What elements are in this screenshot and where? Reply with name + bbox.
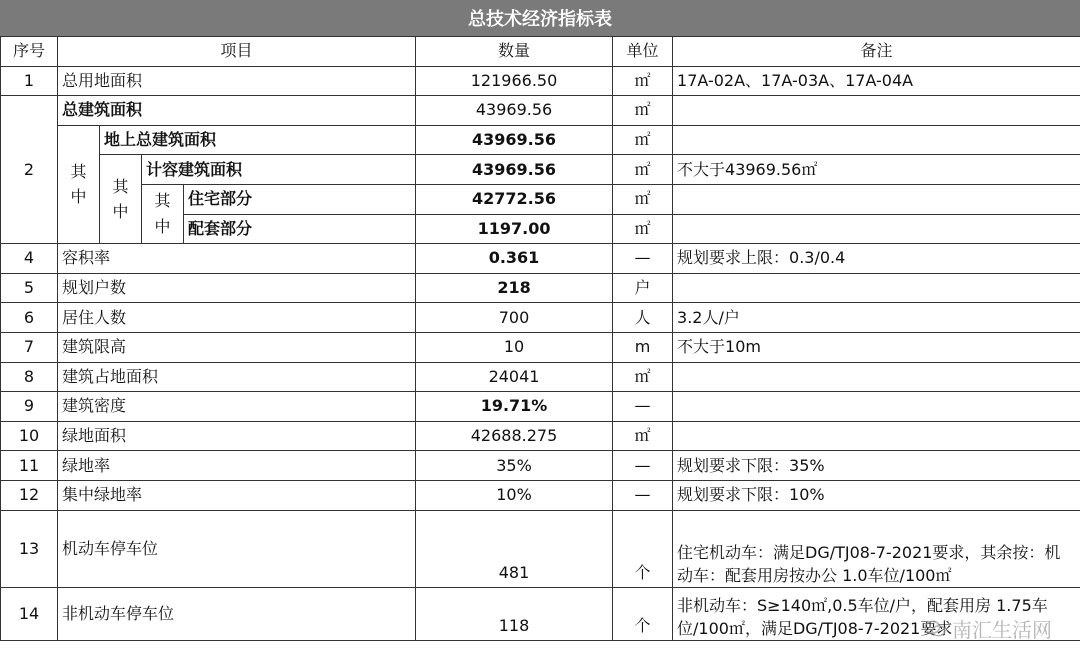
table-row [1,244,1080,274]
table-row [1,303,1080,333]
row-qty: 19.71% [416,392,613,422]
header-qty: 数量 [416,37,613,67]
table-row [1,125,1080,155]
table-row [1,362,1080,392]
row-seq: 7 [1,332,58,362]
row-seq: 2 [1,96,58,244]
row-unit: ㎡ [613,184,673,214]
row-note: 不大于43969.56㎡ [673,155,1080,185]
row-unit: ㎡ [613,214,673,244]
row-qty: 42688.275 [416,421,613,451]
header-seq: 序号 [1,37,58,67]
row-unit: 个 [613,510,673,587]
row-qty: 481 [416,510,613,587]
row-unit: ㎡ [613,96,673,126]
row-qty: 43969.56 [416,155,613,185]
row-seq: 4 [1,244,58,274]
watermark [924,614,1052,643]
row-qty: 0.361 [416,244,613,274]
row-note [673,184,1080,214]
row-qty: 43969.56 [416,96,613,126]
row-item: 绿地面积 [58,421,416,451]
row-qty: 1197.00 [416,214,613,244]
row-seq: 11 [1,451,58,481]
table-row [1,587,1080,640]
row-note [673,421,1080,451]
row-unit: — [613,451,673,481]
row-qty: 121966.50 [416,66,613,96]
row-item: 住宅部分 [184,184,416,214]
row-note: 规划要求下限：10% [673,480,1080,510]
row-note [673,125,1080,155]
table-row [1,392,1080,422]
row-item: 建筑限高 [58,332,416,362]
row-unit: 户 [613,273,673,303]
header-unit: 单位 [613,37,673,67]
row-unit: ㎡ [613,125,673,155]
row-item: 总建筑面积 [58,96,416,126]
table-row [1,96,1080,126]
row-qty: 10% [416,480,613,510]
row-qty: 700 [416,303,613,333]
qi-zhong-label: 其 中 [100,155,142,244]
row-qty: 24041 [416,362,613,392]
qi-zhong-label: 其 中 [142,184,184,243]
row-item: 计容建筑面积 [142,155,416,185]
row-item: 建筑占地面积 [58,362,416,392]
row-item: 地上总建筑面积 [100,125,416,155]
qi-zhong-label: 其 中 [58,125,100,243]
row-qty: 118 [416,587,613,640]
row-note: 3.2人/户 [673,303,1080,333]
row-note: 17A-02A、17A-03A、17A-04A [673,66,1080,96]
header-note: 备注 [673,37,1080,67]
row-item: 建筑密度 [58,392,416,422]
row-item: 规划户数 [58,273,416,303]
row-seq: 14 [1,587,58,640]
table-row [1,184,1080,214]
row-seq: 10 [1,421,58,451]
row-qty: 10 [416,332,613,362]
row-item: 绿地率 [58,451,416,481]
row-seq: 12 [1,480,58,510]
row-seq: 9 [1,392,58,422]
row-unit: 人 [613,303,673,333]
row-unit: — [613,392,673,422]
row-unit: ㎡ [613,66,673,96]
table-row [1,155,1080,185]
table-row [1,510,1080,587]
row-note: 规划要求下限：35% [673,451,1080,481]
row-qty: 43969.56 [416,125,613,155]
row-note [673,214,1080,244]
table-row [1,66,1080,96]
row-qty: 218 [416,273,613,303]
row-note [673,362,1080,392]
row-seq: 5 [1,273,58,303]
table-title: 总技术经济指标表 [0,0,1080,36]
row-item: 非机动车停车位 [58,587,416,640]
wechat-icon [924,620,946,638]
table-row [1,273,1080,303]
row-note: 非机动车：S≥140㎡,0.5车位/户，配套用房 1.75车位/100㎡，满足DG/TJ08-7-2021要求 [673,587,1080,640]
row-seq: 1 [1,66,58,96]
row-item: 居住人数 [58,303,416,333]
row-unit: — [613,244,673,274]
row-unit: ㎡ [613,155,673,185]
row-item: 配套部分 [184,214,416,244]
header-item: 项目 [58,37,416,67]
row-note [673,392,1080,422]
row-qty: 42772.56 [416,184,613,214]
row-unit: — [613,480,673,510]
header-row [1,37,1080,67]
row-seq: 8 [1,362,58,392]
row-seq: 6 [1,303,58,333]
table-row [1,332,1080,362]
watermark-text: 南汇生活网 [952,618,1052,642]
row-note: 住宅机动车：满足DG/TJ08-7-2021要求，其余按：机动车：配套用房按办公 1.0车位/100㎡ [673,510,1080,587]
row-item: 容积率 [58,244,416,274]
row-unit: 个 [613,587,673,640]
row-note [673,96,1080,126]
row-note [673,273,1080,303]
row-seq: 13 [1,510,58,587]
row-unit: ㎡ [613,362,673,392]
row-item: 机动车停车位 [58,510,416,587]
row-item: 总用地面积 [58,66,416,96]
indicator-table [0,36,1080,641]
table-row [1,421,1080,451]
row-note: 不大于10m [673,332,1080,362]
row-note: 规划要求上限：0.3/0.4 [673,244,1080,274]
table-row [1,451,1080,481]
row-qty: 35% [416,451,613,481]
table-row [1,480,1080,510]
row-unit: ㎡ [613,421,673,451]
row-item: 集中绿地率 [58,480,416,510]
row-unit: m [613,332,673,362]
